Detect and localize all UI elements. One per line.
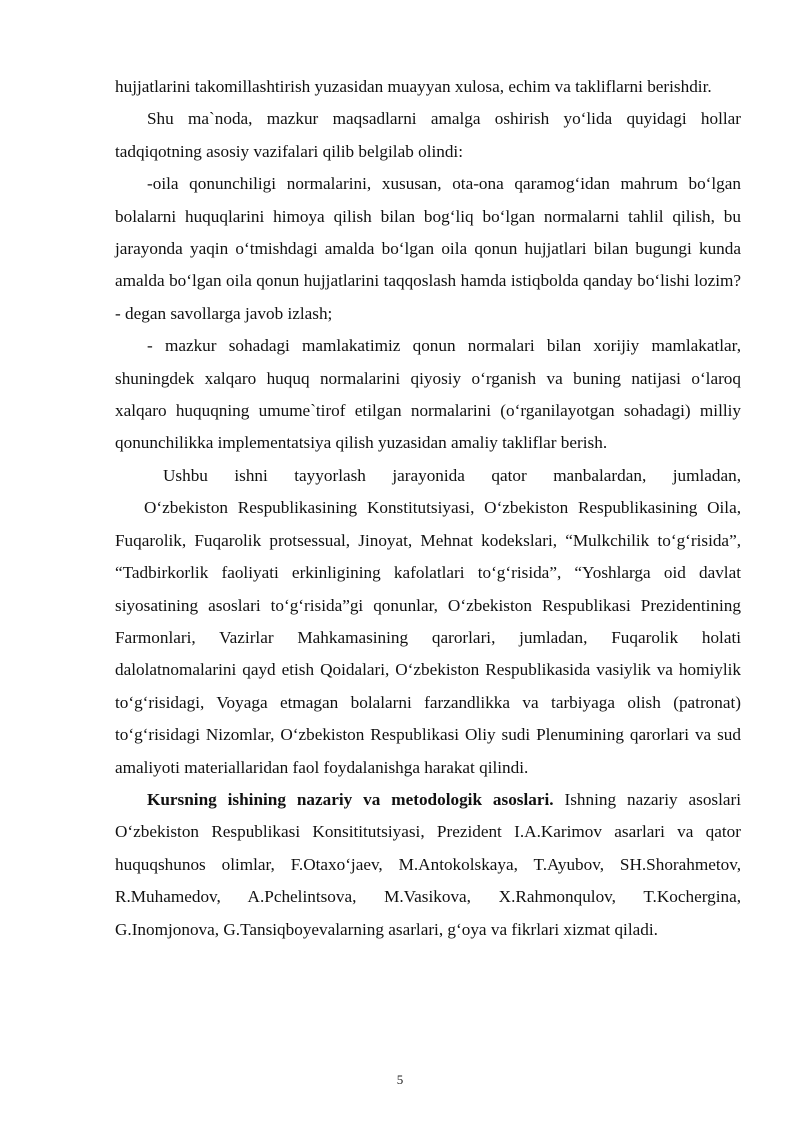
page-number: 5 — [396, 1072, 404, 1087]
paragraph-task-1: -oila qonunchiligi normalarini, xususan, ota-ona qaramog‘idan mahrum bo‘lgan bolalarni huquqlarini himoya qilish bilan bog‘liq bo‘lgan normalarni tahlil qilish, bu jarayonda yaqin o‘tmishdagi amalda bo‘lgan oila qonun hujjatlari bilan bugungi kunda amalda bo‘lgan oila qonun hujjatlarini taqqoslash hamda istiqbolda qanday bo‘lishi lozim? - degan savollarga javob izlash; — [115, 174, 741, 323]
paragraph-sources: O‘zbekiston Respublikasining Konstitutsiyasi, O‘zbekiston Respublikasining Oila, Fuqarolik, Fuqarolik protsessual, Jinoyat, Mehnat kodekslari, “Mulkchilik to‘g‘risida”, “Tadbirkorlik faoliyati erkinligining kafolatlari to‘g‘risida”, “Yoshlarga oid davlat siyosatining asoslari to‘g‘risida”gi qonunlar, O‘zbekiston Respublikasi Prezidentining Farmonlari, Vazirlar Mahkamasining qarorlari, jumladan, Fuqarolik holati dalolatnomalarini qayd etish Qoidalari, O‘zbekiston Respublikasida vasiylik va homiylik to‘g‘risidagi, Voyaga etmagan bolalarni farzandlikka va tarbiyaga olish (patronat) to‘g‘risidagi Nizomlar, O‘zbekiston Respublikasi Oliy sudi Plenumining qarorlari va sud amaliyoti materiallaridan faol foydalanishga harakat qilindi. — [115, 498, 741, 777]
paragraph-theoretical-basis: Kursning ishining nazariy va metodologik asoslari. Ishning nazariy asoslari O‘zbekiston Respublikasi Konsititutsiyasi, Prezident I.A.Karimov asarlari va qator huquqshunos olimlar, F.Otaxo‘jaev, M.Antokolskaya, T.Ayubov, SH.Shorahmetov, R.Muhamedov, A.Pchelintsova, M.Vasikova, X.Rahmonqulov, T.Kochergina, G.Inomjonova, G.Tansiqboyevalarning asarlari, g‘oya va fikrlari xizmat qiladi. — [115, 789, 741, 939]
paragraph-sources-intro: Ushbu ishni tayyorlash jarayonida qator manbalardan, jumladan, — [163, 465, 741, 485]
body-text — [115, 71, 741, 946]
paragraph-continuation: hujjatlarini takomillashtirish yuzasidan muayyan xulosa, echim va takliflarni berishdir. — [115, 77, 712, 96]
paragraph-task-2: - mazkur sohadagi mamlakatimiz qonun normalari bilan xorijiy mamlakatlar, shuningdek xalqaro huquq normalarini qiyosiy o‘rganish va buning natijasi o‘laroq xalqaro huquqning umume`tirof etilgan normalarini (o‘rganilayotgan sohadagi) milliy qonunchilikka implementatsiya qilish yuzasidan amaliy takliflar berish. — [115, 336, 741, 453]
paragraph-tasks-intro: Shu ma`noda, mazkur maqsadlarni amalga oshirish yo‘lida quyidagi hollar tadqiqotning asosiy vazifalari qilib belgilab olindi: — [115, 109, 741, 161]
section-heading: Kursning ishining nazariy va metodologik asoslari. — [147, 789, 554, 809]
